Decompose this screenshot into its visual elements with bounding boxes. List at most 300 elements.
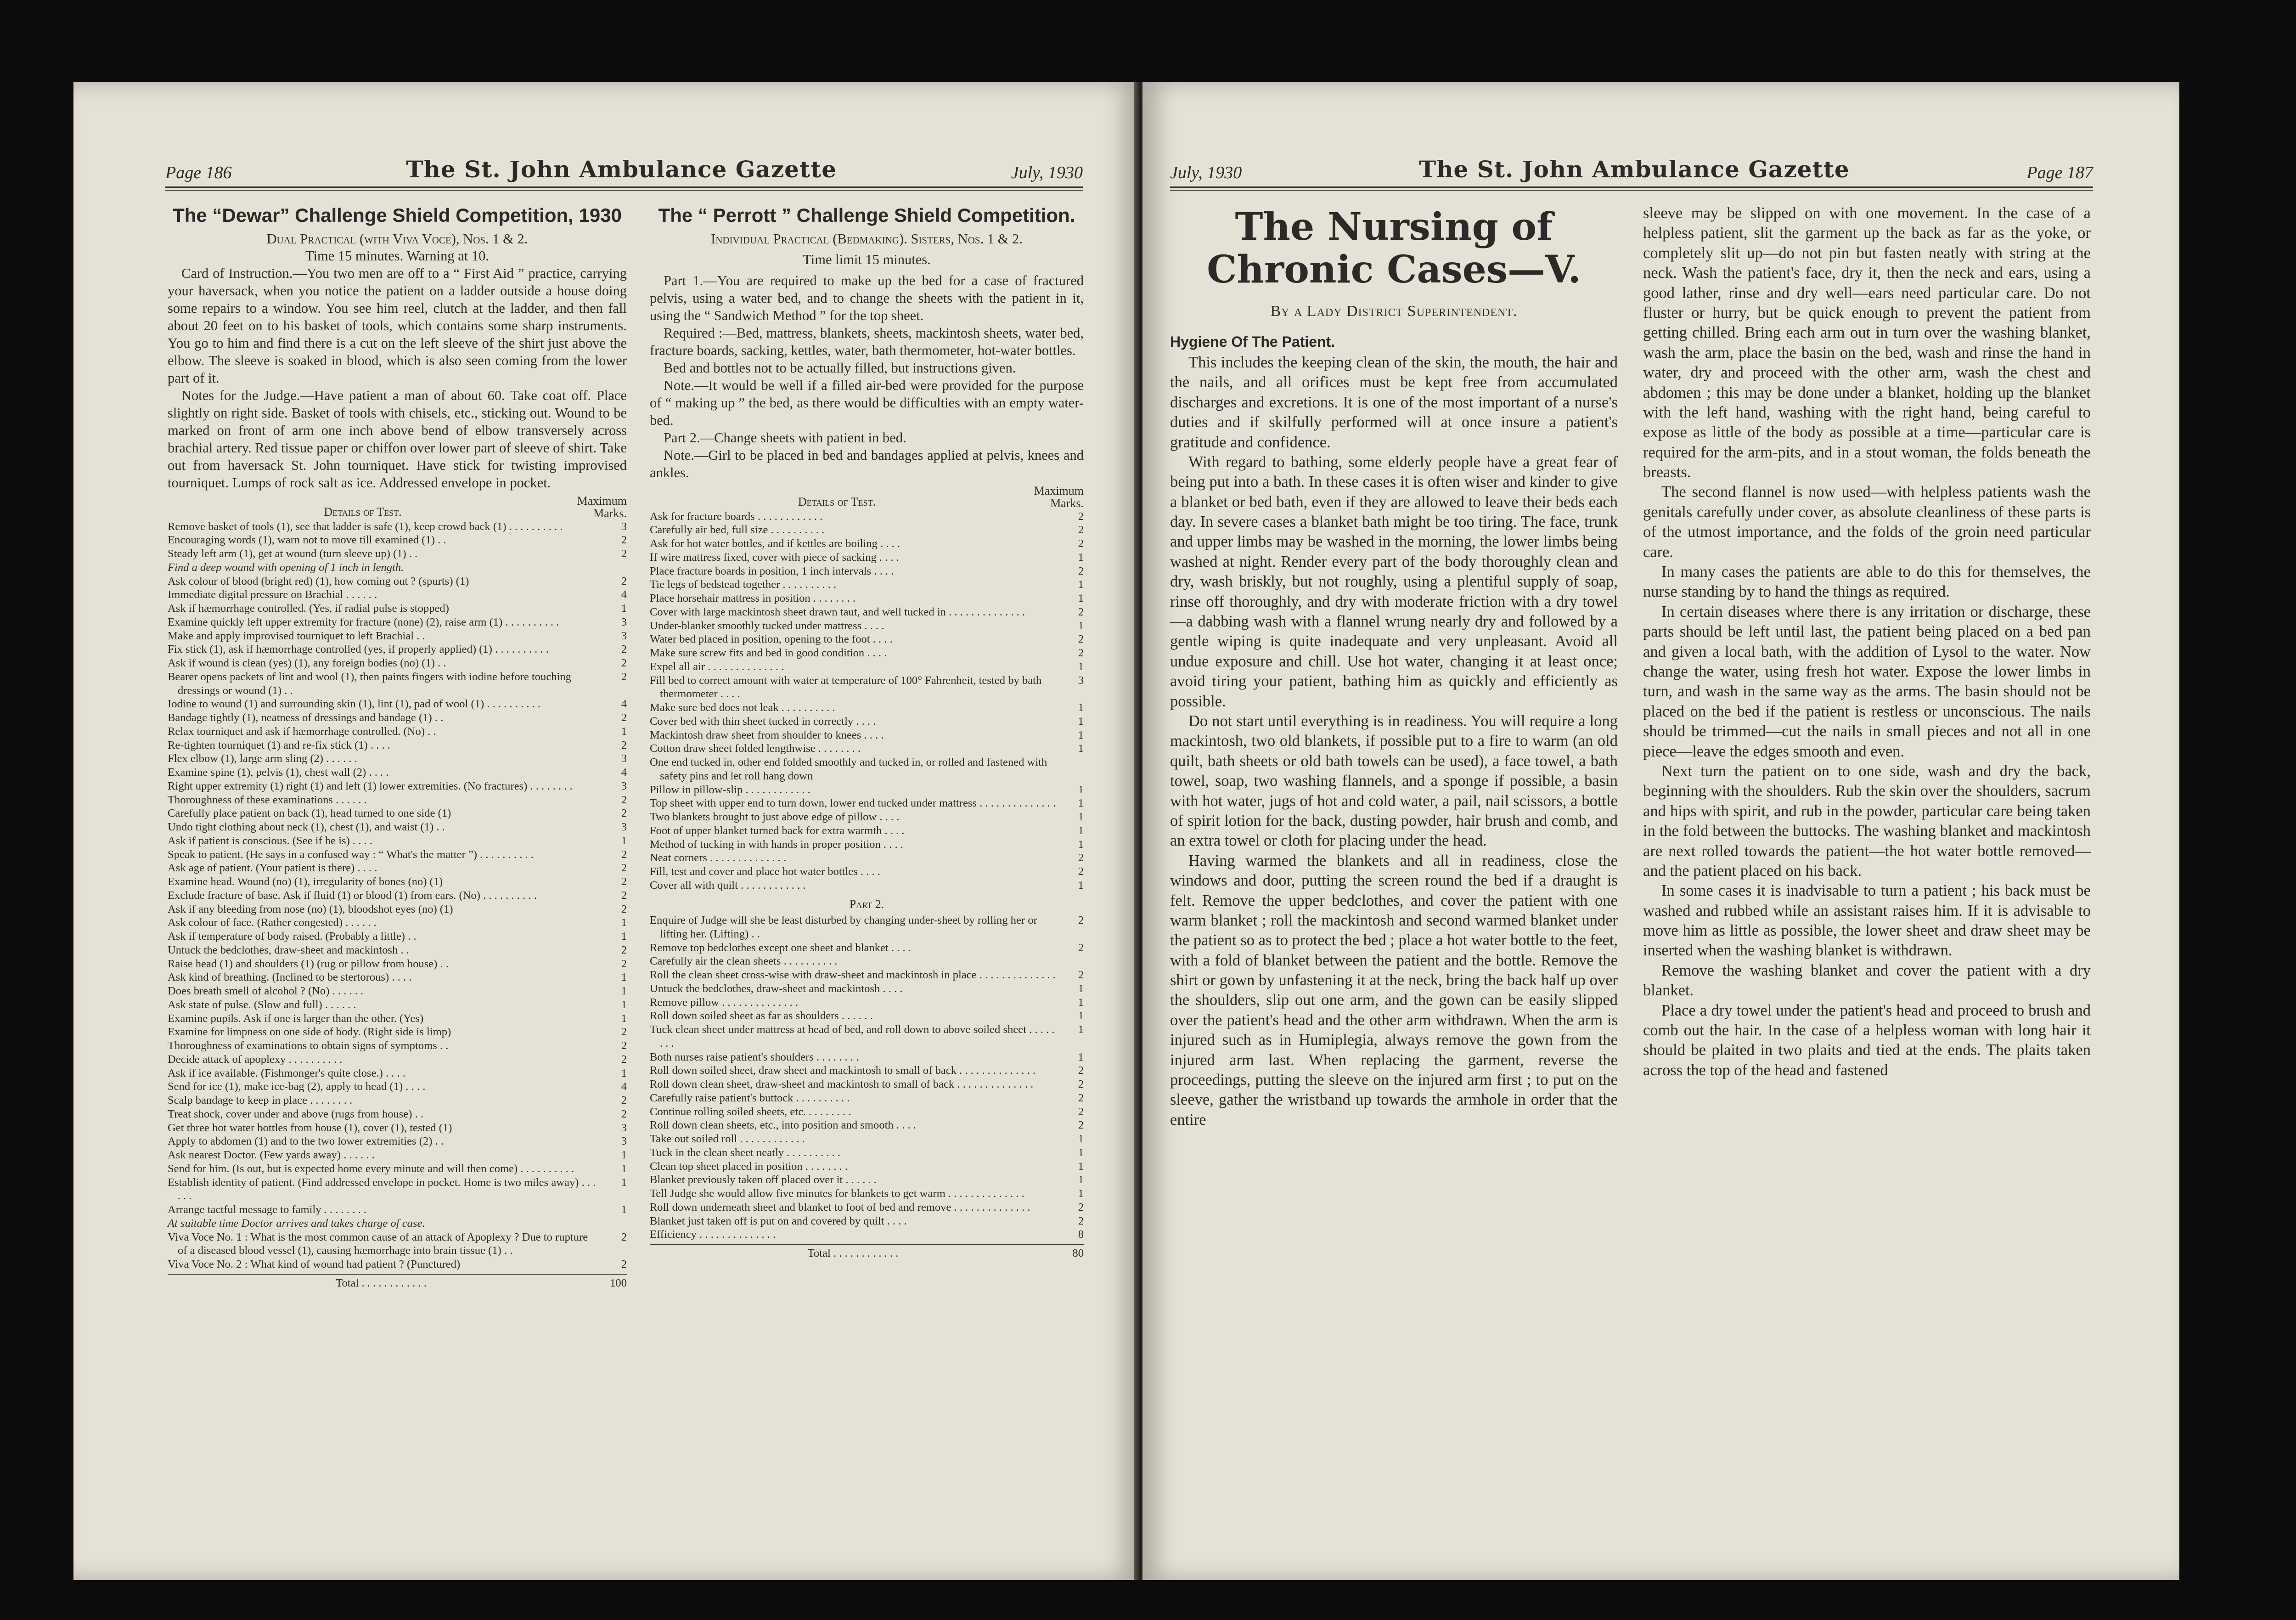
mark-row xyxy=(650,756,1084,783)
nursing-col1-para-4: Having warmed the blankets and all in readiness, close the windows and door, putting the screen round the bed if a draught is felt. Remove the upper bedclothes, and cover the patient with one warm blanket ; roll the mackintosh and second warmed blanket under the patient so as to protect the bed ; place a hot water bottle to the feet, with a fold of blanket between the patient and the bottle. Remove the shirt or gown by unfastening it at the neck, bring the back half up over the shoulders, slip out one arm, and the gown can be easily slipped over the patient's head and the other arm withdrawn. When the arm is injured such as in Humiplegia, always remove the gown from the injured arm last. When replacing the garment, reverse the proceedings, putting the sleeve on the injured arm first ; to put on the sleeve, gather the wristband up towards the armhole in order that the entire xyxy=(1170,852,1618,1129)
mark-item-text: Ask for hot water bottles, and if kettles are boiling . . . . xyxy=(650,537,900,550)
mark-item-text: Roll down soiled sheet, draw sheet and mackintosh to small of back . . . . . . . . . . . . . . xyxy=(650,1064,1036,1077)
mark-item-value: 2 xyxy=(621,943,627,956)
mark-item-text: Pillow in pillow-slip . . . . . . . . . . . . xyxy=(650,783,810,796)
mark-row xyxy=(168,998,627,1012)
mark-row xyxy=(168,903,627,916)
mark-row xyxy=(168,711,627,725)
mark-item-value: 2 xyxy=(1078,537,1084,550)
mark-item-value: 4 xyxy=(621,588,627,601)
mark-item-text: Neat corners . . . . . . . . . . . . . . xyxy=(650,852,787,864)
mark-item-value xyxy=(599,1217,627,1231)
mark-item-text: Efficiency . . . . . . . . . . . . . . xyxy=(650,1228,776,1241)
mark-item-text: Examine quickly left upper extremity for fracture (none) (2), raise arm (1) . . . . . . . . . . xyxy=(168,615,559,628)
mark-item-text: Fix stick (1), ask if hæmorrhage controlled (yes, if properly applied) (1) . . . . . . . . . . xyxy=(168,643,549,656)
mark-item-text: Remove basket of tools (1), see that ladder is safe (1), keep crowd back (1) . . . . . . . . . . xyxy=(168,520,563,533)
left-date: July, 1930 xyxy=(1011,163,1083,182)
nursing-col2-para-7: Remove the washing blanket and cover the patient with a dry blanket. xyxy=(1643,961,2091,999)
mark-item-value: 3 xyxy=(621,779,627,792)
mark-item-value: 1 xyxy=(1078,1010,1084,1022)
mark-item-value: 1 xyxy=(1078,996,1084,1009)
mark-item-value: 1 xyxy=(1078,1146,1084,1159)
mark-item-value: 1 xyxy=(1078,1023,1084,1036)
mark-row xyxy=(168,957,627,971)
mark-item-text: Undo tight clothing about neck (1), chest (1), and waist (1) . . xyxy=(168,821,445,834)
mark-row xyxy=(168,520,627,534)
mark-row xyxy=(168,943,627,957)
left-header-rule xyxy=(165,186,1083,188)
mark-row xyxy=(168,1258,627,1271)
mark-item-value: 1 xyxy=(1078,578,1084,591)
mark-item-text: Water bed placed in position, opening to the foot . . . . xyxy=(650,633,893,646)
mark-item-value: 1 xyxy=(1078,1187,1084,1200)
mark-row xyxy=(168,1217,627,1231)
mark-item-value: 1 xyxy=(621,971,627,984)
dewar-total-row xyxy=(168,1274,627,1290)
mark-item-value: 1 xyxy=(1078,619,1084,632)
mark-row xyxy=(168,1053,627,1067)
mark-item-value: 2 xyxy=(621,534,627,547)
perrott-article xyxy=(650,203,1084,1260)
mark-item-text: Remove top bedclothes except one sheet and blanket . . . . xyxy=(650,941,911,954)
mark-item-text: Ask age of patient. (Your patient is there) . . . . xyxy=(168,862,377,875)
mark-item-text: Send for him. (Is out, but is expected home every minute and will then come) . . . . . . . . . . xyxy=(168,1162,574,1175)
mark-item-value: 1 xyxy=(621,1149,627,1162)
mark-item-value: 2 xyxy=(1078,1119,1084,1132)
mark-item-text: Carefully raise patient's buttock . . . . . . . . . . xyxy=(650,1091,850,1104)
mark-row xyxy=(650,605,1084,619)
mark-item-value: 2 xyxy=(1078,941,1084,954)
mark-row xyxy=(650,783,1084,797)
mark-row xyxy=(650,838,1084,852)
dewar-marks-list xyxy=(168,520,627,1271)
right-page-number: Page 187 xyxy=(2026,163,2093,182)
mark-row xyxy=(168,766,627,779)
mark-item-value: 2 xyxy=(1078,524,1084,536)
mark-row xyxy=(168,807,627,820)
perrott-part2-heading: Part 2. xyxy=(849,897,884,911)
mark-item-value: 2 xyxy=(621,711,627,724)
mark-item-text: Remove pillow . . . . . . . . . . . . . . xyxy=(650,996,799,1009)
mark-row xyxy=(168,984,627,998)
dewar-time: Time 15 minutes. Warning at 10. xyxy=(305,248,489,264)
mark-item-text: Untuck the bedclothes, draw-sheet and mackintosh . . . . xyxy=(650,982,903,995)
nursing-byline: By a Lady District Superintendent. xyxy=(1270,302,1518,320)
mark-row xyxy=(168,834,627,848)
mark-row xyxy=(650,715,1084,728)
mark-item-value: 1 xyxy=(1078,1050,1084,1063)
perrott-part1: Part 1.—You are required to make up the bed for a case of fractured pelvis, using a water bed, and to change the sheets with the patient in it, using the “ Sandwich Method ” for the top sheet. xyxy=(650,273,1084,324)
mark-item-value: 1 xyxy=(621,834,627,847)
mark-row xyxy=(650,1132,1084,1146)
mark-item-value: 3 xyxy=(621,821,627,834)
mark-row xyxy=(168,615,627,629)
mark-row xyxy=(168,916,627,930)
mark-row xyxy=(650,954,1084,968)
mark-item-value: 1 xyxy=(621,916,627,929)
mark-item-text: Place horsehair mattress in position . . . . . . . . xyxy=(650,592,856,605)
mark-row xyxy=(650,660,1084,674)
mark-row xyxy=(168,670,627,698)
mark-item-text: Ask nearest Doctor. (Few yards away) . . . . . . xyxy=(168,1149,375,1162)
mark-item-value: 1 xyxy=(1078,715,1084,728)
mark-item-value: 1 xyxy=(621,998,627,1011)
mark-item-text: Send for ice (1), make ice-bag (2), apply to head (1) . . . . xyxy=(168,1080,426,1093)
hygiene-heading: Hygiene Of The Patient. xyxy=(1170,333,1335,350)
perrott-marks-list-part1 xyxy=(650,510,1084,892)
mark-item-value: 2 xyxy=(1078,1105,1084,1118)
mark-item-value: 2 xyxy=(1078,605,1084,618)
mark-item-text: At suitable time Doctor arrives and takes charge of case. xyxy=(168,1217,425,1230)
mark-item-text: Raise head (1) and shoulders (1) (rug or pillow from house) . . xyxy=(168,957,449,970)
mark-item-value: 2 xyxy=(621,1094,627,1107)
nursing-col2-para-4: In certain diseases where there is any irritation or discharge, these parts should be left until last, the patient being placed on a bed pan and given a local bath, with the addition of Lysol to the water. Now change the water, using fresh hot water. Expose the lower limbs in turn, and wash in the same way as the arms. The basin should not be placed on the bed if the patient is restless or unconscious. The nails should be trimmed—cut the nails in small pieces and not all in one piece—leave the edges smooth and even. xyxy=(1643,603,2091,760)
mark-item-value: 2 xyxy=(1078,914,1084,927)
mark-row xyxy=(650,1091,1084,1105)
mark-item-value: 2 xyxy=(621,957,627,970)
mark-item-value: 2 xyxy=(621,739,627,751)
mark-row xyxy=(168,1162,627,1176)
mark-item-text: Make and apply improvised tourniquet to left Brachial . . xyxy=(168,629,425,642)
mark-item-value: 2 xyxy=(621,548,627,560)
mark-row xyxy=(650,674,1084,701)
mark-row xyxy=(650,1050,1084,1064)
mark-row xyxy=(650,632,1084,646)
mark-item-text: Tie legs of bedstead together . . . . . . . . . . xyxy=(650,578,837,591)
mark-row xyxy=(650,851,1084,865)
mark-row xyxy=(650,1214,1084,1228)
mark-item-value: 1 xyxy=(1078,783,1084,796)
mark-item-text: Continue rolling soiled sheets, etc. . . . . . . . . xyxy=(650,1105,851,1118)
mark-item-text: Roll down clean sheet, draw-sheet and mackintosh to small of back . . . . . . . . . . . . . . xyxy=(650,1078,1034,1091)
mark-row xyxy=(650,646,1084,660)
perrott-details-label: Details of Test. xyxy=(798,495,876,509)
mark-row xyxy=(168,629,627,643)
perrott-bed-note: Bed and bottles not to be actually filled, but instructions given. xyxy=(664,360,1016,376)
dewar-notes-for-judge: Notes for the Judge.—Have patient a man of about 60. Take coat off. Place slightly on right side. Basket of tools with chisels, etc., sticking out. Wound to be marked on front of arm one inch above bend of elbow transversely across brachial artery. Red tissue paper or chiffon over lower part of sleeve of shirt. Take out from haversack St. John tourniquet. Have stick for twisting improvised tourniquet. Lumps of rock salt as ice. Addressed envelope in pocket. xyxy=(168,388,627,491)
mark-row xyxy=(650,1173,1084,1187)
mark-item-text: Relax tourniquet and ask if hæmorrhage controlled. (No) . . xyxy=(168,725,436,738)
mark-item-value: 2 xyxy=(621,793,627,806)
mark-row xyxy=(168,656,627,670)
mark-item-text: Cover bed with thin sheet tucked in correctly . . . . xyxy=(650,715,876,728)
mark-item-text: If wire mattress fixed, cover with piece of sacking . . . . xyxy=(650,551,899,564)
mark-row xyxy=(650,796,1084,810)
mark-item-value: 1 xyxy=(1078,742,1084,755)
mark-item-value: 2 xyxy=(1078,633,1084,646)
mark-item-value: 2 xyxy=(621,670,627,683)
mark-item-text: Encouraging words (1), warn not to move till examined (1) . . xyxy=(168,534,446,547)
dewar-card-of-instruction: Card of Instruction.—You two men are off to a “ First Aid ” practice, carrying your haversack, when you notice the patient on a ladder outside a house doing some repairs to a window. You see him reel, clutch at the ladder, and then fall about 20 feet on to his basket of tools, which contains some sharp instruments. You go to him and find there is a cut on the left sleeve of the shirt just above the elbow. The sleeve is soaked in blood, which is also seen coming from the lower part of it. xyxy=(168,265,627,386)
mark-row xyxy=(168,820,627,834)
mark-item-value: 2 xyxy=(621,875,627,888)
mark-item-text: Roll down clean sheets, etc., into position and smooth . . . . xyxy=(650,1119,916,1132)
mark-item-text: Ask if wound is clean (yes) (1), any foreign bodies (no) (1) . . xyxy=(168,657,446,670)
dewar-details-header xyxy=(168,495,627,520)
nursing-col2-para-2: The second flannel is now used—with helpless patients wash the genitals carefully under cover, as absolute cleanliness of these parts is of the utmost importance, and the folds of the groin need particular care. xyxy=(1643,483,2091,561)
mark-row xyxy=(168,779,627,793)
mark-item-value: 1 xyxy=(1078,660,1084,673)
mark-row xyxy=(650,865,1084,879)
dewar-total-value: 100 xyxy=(610,1276,627,1289)
mark-row xyxy=(650,968,1084,982)
mark-item-value: 1 xyxy=(621,725,627,738)
mark-row xyxy=(168,1039,627,1053)
mark-item-text: Expel all air . . . . . . . . . . . . . . xyxy=(650,660,784,673)
mark-item-text: Examine pupils. Ask if one is larger than the other. (Yes) xyxy=(168,1012,424,1025)
mark-item-text: Ask kind of breathing. (Inclined to be stertorous) . . . . xyxy=(168,971,412,984)
mark-item-value: 2 xyxy=(621,889,627,902)
mark-item-text: One end tucked in, other end folded smoothly and tucked in, or rolled and fastened with safety pins and let roll hang down xyxy=(650,756,1047,782)
mark-item-value: 3 xyxy=(621,629,627,642)
mark-row xyxy=(650,523,1084,537)
mark-item-value: 2 xyxy=(621,862,627,875)
nursing-col2-para-8: Place a dry towel under the patient's head and proceed to brush and comb out the hair. In the case of a helpless woman with long hair it should be plaited in two plaits and tied at the ends. The plaits taken across the top of the head and fastened xyxy=(1643,1001,2091,1079)
mark-item-text: Treat shock, cover under and above (rugs from house) . . xyxy=(168,1107,424,1120)
mark-item-value: 2 xyxy=(1078,969,1084,982)
mark-row xyxy=(650,879,1084,892)
nursing-title: The Nursing of Chronic Cases—V. xyxy=(1207,205,1581,292)
mark-item-value: 3 xyxy=(621,752,627,765)
mark-item-text: Carefully air the clean sheets . . . . . . . . . . xyxy=(650,955,838,968)
mark-row xyxy=(168,1012,627,1026)
mark-row xyxy=(650,619,1084,633)
mark-row xyxy=(168,1025,627,1039)
left-header-rule-thin xyxy=(165,190,1083,191)
mark-item-value: 2 xyxy=(1078,1201,1084,1214)
mark-item-value: 1 xyxy=(1078,728,1084,741)
mark-item-value: 2 xyxy=(1078,647,1084,660)
dewar-title: The “Dewar” Challenge Shield Competition, 1930 xyxy=(173,204,622,226)
mark-row xyxy=(650,1118,1084,1132)
mark-row xyxy=(650,592,1084,605)
mark-item-text: Examine for limpness on one side of body. (Right side is limp) xyxy=(168,1026,451,1039)
mark-item-text: Thoroughness of examinations to obtain signs of symptoms . . xyxy=(168,1039,449,1052)
mark-row xyxy=(650,914,1084,941)
mark-item-text: Fill bed to correct amount with water at temperature of 100° Fahrenheit, tested by bath thermometer . . . . xyxy=(650,674,1042,700)
mark-item-value: 2 xyxy=(621,1039,627,1052)
mark-item-text: Under-blanket smoothly tucked under mattress . . . . xyxy=(650,619,884,632)
mark-item-text: Speak to patient. (He says in a confused way : “ What's the matter ”) . . . . . . . . . . xyxy=(168,848,534,861)
dewar-details-label: Details of Test. xyxy=(324,505,402,519)
mark-row xyxy=(168,1203,627,1217)
mark-item-text: Viva Voce No. 2 : What kind of wound had patient ? (Punctured) xyxy=(168,1258,461,1271)
mark-item-text: Ask if any bleeding from nose (no) (1), bloodshot eyes (no) (1) xyxy=(168,903,453,915)
mark-row xyxy=(650,1146,1084,1160)
perrott-total-value: 80 xyxy=(1072,1247,1084,1260)
mark-row xyxy=(168,1148,627,1162)
nursing-col2 xyxy=(1643,203,2091,1080)
mark-row xyxy=(650,728,1084,742)
mark-row xyxy=(650,1201,1084,1214)
mark-item-text: Ask if ice available. (Fishmonger's quite close.) . . . . xyxy=(168,1067,406,1079)
mark-item-text: Untuck the bedclothes, draw-sheet and mackintosh . . xyxy=(168,943,409,956)
nursing-col1-para-2: With regard to bathing, some elderly people have a great fear of being put into a bath. In these cases it is often wiser and kinder to give a blanket or bed bath, even if they are allowed to leave their beds each day. In severe cases a blanket bath might be too tiring. The face, trunk and upper limbs may be washed in the morning, the lower limbs being washed at night. Render every part of the body thoroughly clean and dry, wash briskly, but not roughly, using a plentiful supply of soap, rinse off thoroughly, and dry with moderate friction with a dry towel—a dabbing wash with a flannel wrung nearly dry and followed by a gentle wiping is quite inadequate and very unpleasant. Avoid all undue exposure and chill. Use hot water, changing it at least once; avoid tiring your patient, bathing him as quickly and efficiently as possible. xyxy=(1170,453,1618,710)
mark-item-value: 2 xyxy=(621,1053,627,1066)
mark-item-text: Tuck in the clean sheet neatly . . . . . . . . . . xyxy=(650,1146,841,1159)
mark-item-text: Thoroughness of these examinations . . . . . . xyxy=(168,793,367,806)
mark-item-text: Roll down soiled sheet as far as shoulders . . . . . . xyxy=(650,1010,873,1022)
mark-item-text: Fill, test and cover and place hot water bottles . . . . xyxy=(650,865,880,878)
mark-row xyxy=(650,1078,1084,1091)
mark-row xyxy=(168,1121,627,1135)
perrott-max-label: Maximum Marks. xyxy=(1034,484,1084,510)
mark-item-value: 2 xyxy=(1078,865,1084,878)
mark-item-value: 1 xyxy=(1078,982,1084,995)
mark-item-value: 3 xyxy=(1078,674,1084,687)
mark-item-text: Carefully place patient on back (1), head turned to one side (1) xyxy=(168,807,451,820)
right-date: July, 1930 xyxy=(1170,163,1242,182)
mark-row xyxy=(650,510,1084,524)
mark-row xyxy=(650,1023,1084,1050)
mark-item-value xyxy=(1056,954,1084,968)
mark-row xyxy=(168,971,627,984)
mark-item-text: Carefully air bed, full size . . . . . . . . . . xyxy=(650,524,825,536)
perrott-part2: Part 2.—Change sheets with patient in bed. xyxy=(664,430,906,446)
mark-item-value: 3 xyxy=(621,520,627,533)
dewar-subtitle: Dual Practical (with Viva Voce), Nos. 1 & 2. xyxy=(266,231,528,247)
mark-item-text: Two blankets brought to just above edge of pillow . . . . xyxy=(650,811,900,824)
mark-item-value: 3 xyxy=(621,1135,627,1148)
left-page xyxy=(73,82,1138,1580)
mark-item-text: Cover all with quilt . . . . . . . . . . . . xyxy=(650,879,806,892)
mark-row xyxy=(168,930,627,943)
mark-row xyxy=(168,848,627,862)
mark-item-value: 4 xyxy=(621,698,627,711)
mark-row xyxy=(168,1094,627,1107)
nursing-col2-para-1: sleeve may be slipped on with one movement. In the case of a helpless patient, slit the garment up the back as far as the yoke, or completely slit up—do not pin but fasten neatly with string at the neck. Wash the patient's face, dry it, then the neck and ears, using a good lather, rinse and dry well—ears need particular care. Do not fluster or hurry, but be quick enough to prevent the patient from getting chilled. Bring each arm out in turn over the washing blanket, wash the arm, place the basin on the bed, wash and rinse the hand in water, dry and proceed with the other arm, wash the chest and abdomen ; this may be done under a blanket, holding up the blanket with the left hand, washing with the right hand, being careful to expose as little of the body as possible at a time—particular care is required for the arm-pits, and in a stout woman, the folds beneath the breasts. xyxy=(1643,204,2091,481)
mark-row xyxy=(168,861,627,875)
mark-item-text: Make sure screw fits and bed in good condition . . . . xyxy=(650,647,887,660)
mark-row xyxy=(168,725,627,739)
mark-row xyxy=(650,578,1084,592)
perrott-marks-list-part2 xyxy=(650,914,1084,1242)
mark-item-value: 2 xyxy=(1078,852,1084,864)
mark-item-value: 2 xyxy=(621,1258,627,1271)
mark-item-value: 2 xyxy=(1078,1078,1084,1091)
mark-row xyxy=(650,742,1084,756)
mark-item-value: 2 xyxy=(621,575,627,587)
mark-item-text: Get three hot water bottles from house (1), cover (1), tested (1) xyxy=(168,1121,452,1134)
mark-item-value: 4 xyxy=(621,1080,627,1093)
mark-row xyxy=(168,575,627,588)
dewar-total-label: Total . . . . . . . . . . . . xyxy=(336,1276,427,1289)
mark-item-text: Ask if hæmorrhage controlled. (Yes, if radial pulse is stopped) xyxy=(168,602,449,615)
mark-item-value: 2 xyxy=(1078,510,1084,523)
perrott-total-label: Total . . . . . . . . . . . . xyxy=(807,1247,899,1260)
mark-item-text: Steady left arm (1), get at wound (turn sleeve up) (1) . . xyxy=(168,548,418,560)
right-masthead: The St. John Ambulance Gazette xyxy=(1418,156,1850,183)
mark-item-value: 2 xyxy=(621,848,627,861)
mark-item-text: Tell Judge she would allow five minutes for blankets to get warm . . . . . . . . . . . . . . xyxy=(650,1187,1024,1200)
mark-row xyxy=(650,810,1084,824)
mark-item-text: Ask if patient is conscious. (See if he is) . . . . xyxy=(168,834,373,847)
mark-item-value xyxy=(1056,756,1084,783)
mark-item-text: Exclude fracture of base. Ask if fluid (1) or blood (1) from ears. (No) . . . . . . . . . . xyxy=(168,889,537,902)
mark-row xyxy=(168,588,627,602)
mark-item-text: Blanket previously taken off placed over it . . . . . . xyxy=(650,1174,877,1186)
mark-row xyxy=(650,1228,1084,1242)
mark-item-text: Take out soiled roll . . . . . . . . . . . . xyxy=(650,1133,805,1146)
mark-item-value: 1 xyxy=(1078,592,1084,605)
mark-item-text: Blanket just taken off is put on and covered by quilt . . . . xyxy=(650,1214,907,1227)
mark-row xyxy=(168,889,627,903)
mark-item-value: 1 xyxy=(1078,811,1084,824)
mark-item-text: Ask colour of blood (bright red) (1), how coming out ? (spurts) (1) xyxy=(168,575,469,587)
mark-item-value: 1 xyxy=(1078,1174,1084,1186)
mark-item-text: Iodine to wound (1) and surrounding skin (1), lint (1), pad of wool (1) . . . . . . . . . . xyxy=(168,698,541,711)
mark-item-value: 1 xyxy=(621,1067,627,1079)
mark-item-text: Ask state of pulse. (Slow and full) . . . . . . xyxy=(168,998,356,1011)
mark-item-text: Top sheet with upper end to turn down, lower end tucked under mattress . . . . . . . . . . . . . . xyxy=(650,797,1056,810)
mark-item-text: Scalp bandage to keep in place . . . . . . . . xyxy=(168,1094,353,1107)
left-running-head xyxy=(165,151,1083,183)
mark-item-value: 1 xyxy=(1078,838,1084,851)
mark-item-text: Apply to abdomen (1) and to the two lower extremities (2) . . xyxy=(168,1135,444,1148)
perrott-note1: Note.—It would be well if a filled air-bed were provided for the purpose of “ making up ” the bed, as there would be difficulties with an empty water-bed. xyxy=(650,378,1084,429)
mark-item-value: 1 xyxy=(1078,1160,1084,1173)
mark-item-text: Tuck clean sheet under mattress at head of bed, and roll down to above soiled sheet . . . . . . . . xyxy=(650,1023,1055,1050)
mark-item-value: 8 xyxy=(1078,1228,1084,1241)
perrott-time: Time limit 15 minutes. xyxy=(803,252,931,268)
mark-item-value: 1 xyxy=(621,1176,627,1189)
mark-item-text: Flex elbow (1), large arm sling (2) . . . . . . xyxy=(168,752,357,765)
mark-item-text: Cotton draw sheet folded lengthwise . . . . . . . . xyxy=(650,742,861,755)
mark-row xyxy=(650,824,1084,838)
nursing-col1-para-3: Do not start until everything is in readiness. You will require a long mackintosh, two old blankets, if possible put to a fire to warm (an old quilt, bath sheets or old bath towels can be used), a face towel, a bath towel, soap, two washing flannels, and a sponge if possible, a basin with hot water, jugs of hot and cold water, a pail, nail scissors, a bottle of spirit lotion for the back, dusting powder, hair brush and comb, and an extra towel or cloth for placing under the head. xyxy=(1170,712,1618,850)
mark-item-text: Ask if temperature of body raised. (Probably a little) . . xyxy=(168,930,416,943)
mark-row xyxy=(650,551,1084,564)
mark-row xyxy=(168,739,627,752)
mark-item-value: 3 xyxy=(621,1121,627,1134)
mark-item-value: 1 xyxy=(1078,824,1084,837)
mark-item-value: 1 xyxy=(621,602,627,615)
mark-item-text: Ask for fracture boards . . . . . . . . . . . . xyxy=(650,510,823,523)
right-page xyxy=(1142,82,2179,1580)
mark-row xyxy=(168,533,627,547)
mark-row xyxy=(168,561,627,575)
nursing-col2-para-5: Next turn the patient on to one side, wash and dry the back, beginning with the shoulders. Rub the skin over the shoulders, sacrum and hips with spirit, and rub in the powder, particular care being taken in the fold between the buttocks. The washing blanket and mackintosh are next rolled towards the patient—the hot water bottle removed—and the patient placed on his back. xyxy=(1643,762,2091,880)
mark-item-text: Method of tucking in with hands in proper position . . . . xyxy=(650,838,903,851)
mark-item-text: Foot of upper blanket turned back for extra warmth . . . . xyxy=(650,824,905,837)
mark-item-text: Establish identity of patient. (Find addressed envelope in pocket. Home is two miles away) . . . . . . xyxy=(168,1176,596,1202)
perrott-total-row xyxy=(650,1244,1084,1260)
mark-item-text: Place fracture boards in position, 1 inch intervals . . . . xyxy=(650,564,894,577)
mark-item-value: 2 xyxy=(621,903,627,915)
mark-item-text: Find a deep wound with opening of 1 inch in length. xyxy=(168,561,404,574)
mark-item-text: Make sure bed does not leak . . . . . . . . . . xyxy=(650,701,835,714)
mark-item-value: 1 xyxy=(1078,1133,1084,1146)
mark-item-value: 1 xyxy=(621,930,627,943)
mark-item-value: 2 xyxy=(1078,1091,1084,1104)
mark-item-value: 3 xyxy=(621,615,627,628)
mark-item-text: Mackintosh draw sheet from shoulder to knees . . . . xyxy=(650,728,884,741)
mark-row xyxy=(168,1231,627,1258)
mark-row xyxy=(168,697,627,711)
perrott-subtitle: Individual Practical (Bedmaking). Sisters, Nos. 1 & 2. xyxy=(711,231,1023,247)
perrott-note2: Note.—Girl to be placed in bed and bandages applied at pelvis, knees and ankles. xyxy=(650,447,1084,481)
mark-item-value: 2 xyxy=(621,1107,627,1120)
mark-item-text: Examine head. Wound (no) (1), irregularity of bones (no) (1) xyxy=(168,875,443,888)
mark-row xyxy=(650,701,1084,715)
mark-row xyxy=(650,1009,1084,1023)
mark-row xyxy=(650,1160,1084,1174)
mark-item-text: Both nurses raise patient's shoulders . . . . . . . . xyxy=(650,1050,859,1063)
mark-item-text: Re-tighten tourniquet (1) and re-fix stick (1) . . . . xyxy=(168,739,390,751)
perrott-details-header xyxy=(650,485,1084,510)
mark-item-text: Right upper extremity (1) right (1) and left (1) lower extremities. (No fractures) . . . . . . . . xyxy=(168,779,573,792)
mark-row xyxy=(168,1067,627,1080)
